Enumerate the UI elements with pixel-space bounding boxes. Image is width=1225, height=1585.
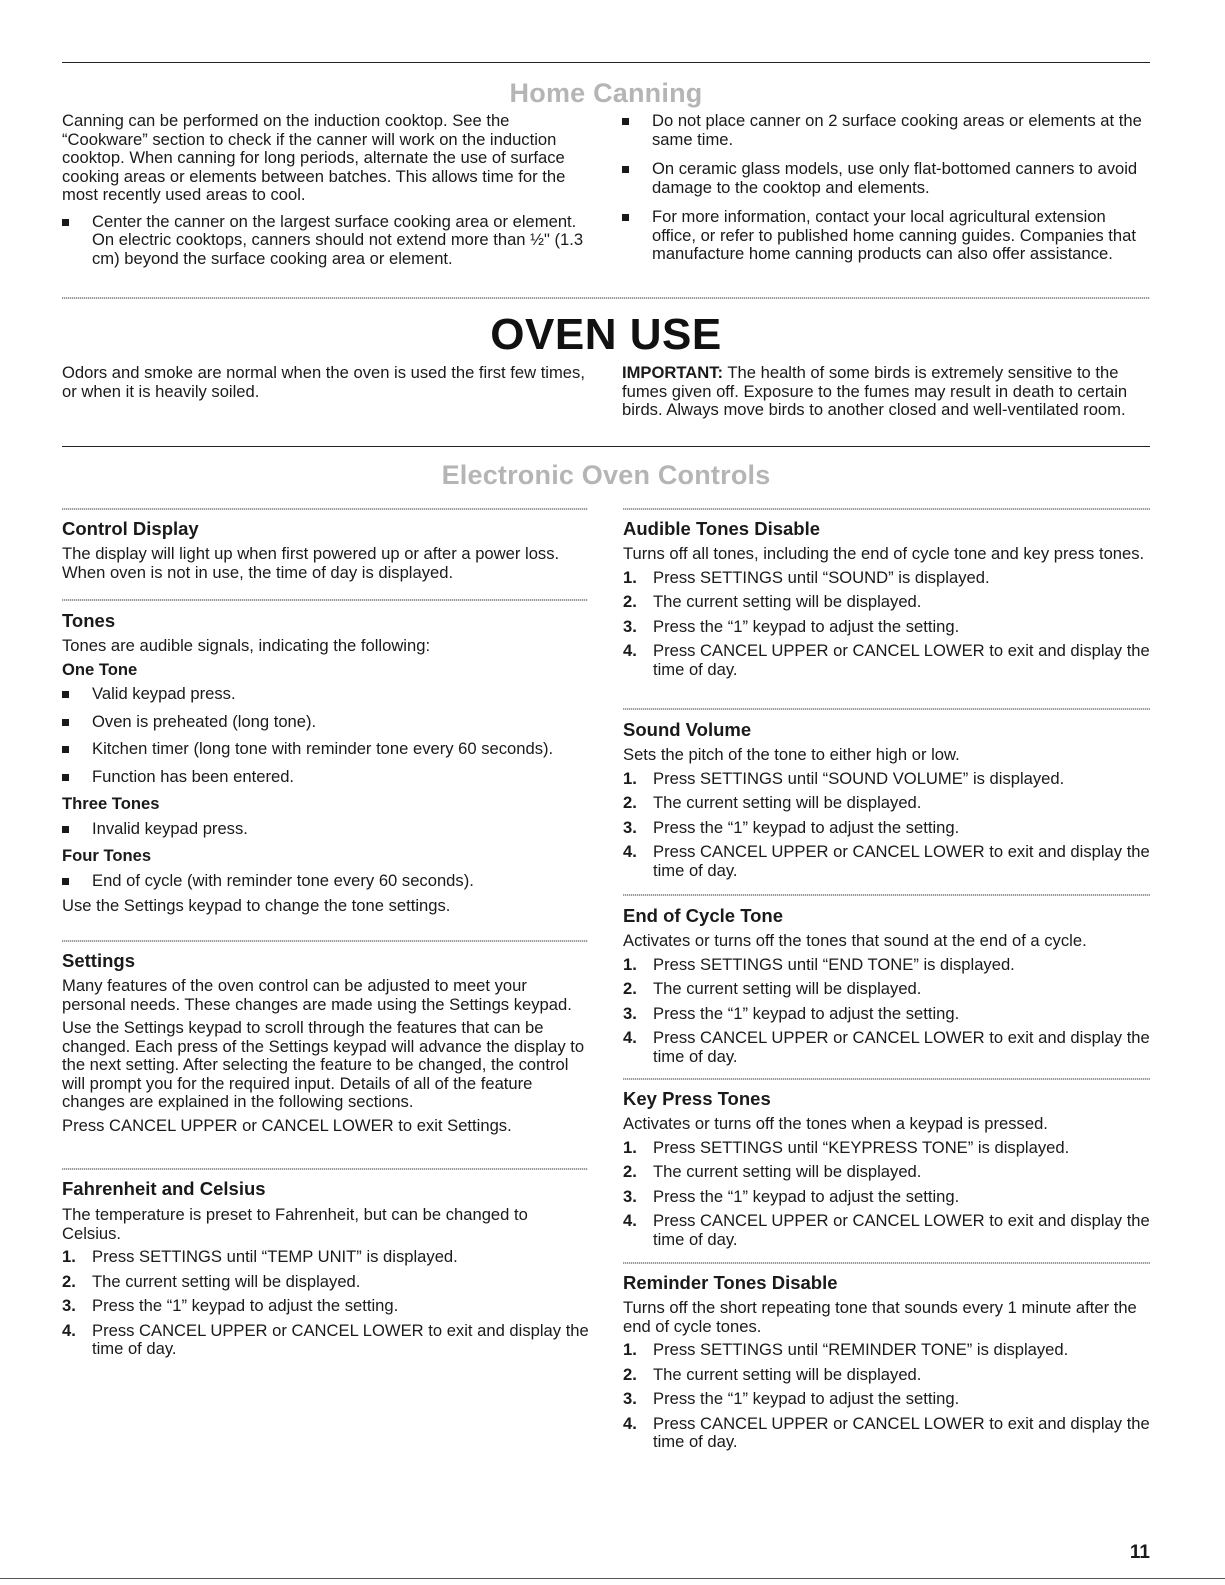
divider <box>62 599 588 601</box>
step-text: The current setting will be displayed. <box>653 1364 922 1384</box>
step-number: 2. <box>623 793 637 812</box>
paragraph: Many features of the oven control can be adjusted to meet your personal needs. These changes are made using the Settings keypad. <box>62 976 572 1014</box>
paragraph: The display will light up when first powered up or after a power loss. When oven is not in use, the time of day is displayed. <box>62 544 560 582</box>
step-number: 3. <box>623 817 637 837</box>
paragraph: Turns off the short repeating tone that sounds every 1 minute after the end of cycle tones. <box>623 1298 1137 1336</box>
step-number: 2. <box>623 1162 637 1181</box>
step-text: Press SETTINGS until “END TONE” is displayed. <box>653 954 1015 974</box>
sound-volume-heading: Sound Volume <box>623 719 752 740</box>
step-item <box>623 642 1150 679</box>
paragraph: Use the Settings keypad to scroll through the features that can be changed. Each press of the Settings keypad will advance the display to the next setting. After selecting the feature to be changed, the control will prompt you for the required input. Details of all of the feature changes are explained in the following sections. <box>62 1018 585 1111</box>
step-text: Press CANCEL UPPER or CANCEL LOWER to exit and display the time of day. <box>653 842 1150 880</box>
step-number: 4. <box>623 842 637 861</box>
key-press-heading: Key Press Tones <box>623 1088 771 1109</box>
bullet-item: Oven is preheated (long tone). <box>62 713 590 732</box>
step-item <box>623 843 1150 880</box>
step-text: The current setting will be displayed. <box>653 592 922 611</box>
bullet-item: Kitchen timer (long tone with reminder tone every 60 seconds). <box>62 740 590 759</box>
step-text: Press SETTINGS until “SOUND” is displayed. <box>653 567 990 587</box>
step-item <box>623 1139 1150 1158</box>
step-text: Press CANCEL UPPER or CANCEL LOWER to exit and display the time of day. <box>653 1413 1150 1451</box>
audible-disable-body <box>623 545 1150 679</box>
bullet-item: Valid keypad press. <box>62 685 590 704</box>
step-number: 2. <box>623 979 637 998</box>
important-text: The health of some birds is extremely sensitive to the fumes given off. Exposure to the fumes may result in death to certain birds. Always move birds to another closed and well-ventilated room. <box>622 363 1128 419</box>
important-label: IMPORTANT: <box>622 363 724 382</box>
audible-disable-heading: Audible Tones Disable <box>623 518 821 539</box>
three-tones-label: Three Tones <box>62 794 160 813</box>
step-item <box>623 618 1150 637</box>
settings-heading: Settings <box>62 950 135 971</box>
step-item <box>62 1273 590 1292</box>
step-item <box>623 956 1150 975</box>
paragraph: Press CANCEL UPPER or CANCEL LOWER to exit Settings. <box>62 1115 512 1135</box>
step-item <box>623 593 1150 612</box>
paragraph: The temperature is preset to Fahrenheit, but can be changed to Celsius. <box>62 1205 528 1243</box>
step-number: 1. <box>623 954 637 974</box>
step-item <box>623 1029 1150 1066</box>
paragraph: Turns off all tones, including the end of cycle tone and key press tones. <box>623 544 1145 563</box>
step-item <box>623 819 1150 838</box>
sound-volume-body <box>623 746 1150 880</box>
bullet-item: Function has been entered. <box>62 768 590 787</box>
step-text: Press SETTINGS until “REMINDER TONE” is displayed. <box>653 1340 1069 1359</box>
step-item <box>623 794 1150 813</box>
control-display-heading: Control Display <box>62 518 199 539</box>
paragraph: Activates or turns off the tones when a keypad is pressed. <box>623 1114 1048 1133</box>
step-text: Press the “1” keypad to adjust the setting. <box>653 1003 960 1023</box>
step-number: 2. <box>623 592 637 611</box>
step-text: The current setting will be displayed. <box>653 979 922 998</box>
oven-use-left-column <box>62 364 587 401</box>
step-number: 1. <box>623 1340 637 1359</box>
step-item <box>62 1322 590 1359</box>
page-number: 11 <box>1129 1542 1150 1563</box>
step-text: Press SETTINGS until “SOUND VOLUME” is displayed. <box>653 768 1065 788</box>
section-rule <box>62 446 1150 447</box>
bullet-item: End of cycle (with reminder tone every 60 seconds). <box>62 872 590 891</box>
step-item <box>623 1163 1150 1182</box>
step-text: Press the “1” keypad to adjust the setting. <box>653 616 960 636</box>
home-canning-right-column <box>622 112 1150 264</box>
divider <box>623 508 1150 510</box>
paragraph: Activates or turns off the tones that sound at the end of a cycle. <box>623 931 1087 950</box>
divider <box>62 940 588 942</box>
step-item <box>623 980 1150 999</box>
step-text: The current setting will be displayed. <box>653 1162 922 1181</box>
bullet-item: Center the canner on the largest surface cooking area or element. On electric cooktops, canners should not extend more than ½" (1.3 cm) beyond the surface cooking area or element. <box>62 213 587 269</box>
step-text: Press the “1” keypad to adjust the setting. <box>653 817 960 837</box>
step-number: 4. <box>623 641 637 660</box>
tones-body <box>62 637 590 916</box>
step-item <box>62 1297 590 1316</box>
key-press-body <box>623 1115 1150 1249</box>
step-number: 4. <box>623 1413 637 1433</box>
bullet-item: Invalid keypad press. <box>62 820 590 839</box>
paragraph: Sets the pitch of the tone to either high or low. <box>623 745 960 764</box>
step-text: Press CANCEL UPPER or CANCEL LOWER to exit and display the time of day. <box>653 1211 1150 1249</box>
one-tone-label: One Tone <box>62 659 138 679</box>
manual-page <box>62 0 1150 1585</box>
important-note <box>622 364 1150 420</box>
four-tones-label: Four Tones <box>62 846 152 865</box>
home-canning-title: Home Canning <box>509 78 703 108</box>
divider <box>62 297 1150 299</box>
divider <box>623 708 1150 710</box>
divider <box>623 894 1150 896</box>
settings-body <box>62 977 590 1135</box>
step-number: 3. <box>623 1186 637 1206</box>
paragraph: Use the Settings keypad to change the tone settings. <box>62 896 451 915</box>
page-bottom-edge <box>0 1578 1225 1579</box>
step-text: Press CANCEL UPPER or CANCEL LOWER to exit and display the time of day. <box>653 641 1150 679</box>
electronic-controls-title: Electronic Oven Controls <box>441 460 771 490</box>
step-number: 2. <box>623 1364 637 1384</box>
step-number: 2. <box>62 1271 76 1291</box>
step-item <box>623 1341 1150 1360</box>
step-number: 4. <box>623 1211 637 1230</box>
fahrenheit-body <box>62 1206 590 1359</box>
divider <box>62 1168 588 1170</box>
oven-use-intro: Odors and smoke are normal when the oven is used the first few times, or when it is heavily soiled. <box>62 363 585 401</box>
divider <box>623 1262 1150 1264</box>
step-item <box>623 1212 1150 1249</box>
oven-use-title: OVEN USE <box>490 310 722 359</box>
step-text: Press the “1” keypad to adjust the setting. <box>653 1186 960 1206</box>
step-item <box>623 1390 1150 1409</box>
step-item <box>623 1415 1150 1452</box>
top-rule <box>62 62 1150 63</box>
end-cycle-body <box>623 932 1150 1066</box>
reminder-body <box>623 1299 1150 1452</box>
step-item <box>623 1005 1150 1024</box>
divider <box>62 508 588 510</box>
control-display-body <box>62 545 588 582</box>
step-text: The current setting will be displayed. <box>653 793 922 812</box>
bullet-item: Do not place canner on 2 surface cooking areas or elements at the same time. <box>622 112 1150 149</box>
step-text: Press CANCEL UPPER or CANCEL LOWER to exit and display the time of day. <box>653 1028 1150 1066</box>
step-number: 1. <box>62 1247 76 1266</box>
step-text: Press SETTINGS until “TEMP UNIT” is displayed. <box>92 1247 458 1266</box>
step-number: 3. <box>62 1296 76 1315</box>
step-number: 3. <box>623 616 637 636</box>
oven-use-right-column <box>622 364 1150 420</box>
step-item <box>623 569 1150 588</box>
step-number: 1. <box>623 1137 637 1157</box>
fahrenheit-heading: Fahrenheit and Celsius <box>62 1178 266 1199</box>
step-text: Press the “1” keypad to adjust the setting. <box>92 1296 399 1315</box>
step-number: 4. <box>62 1320 76 1340</box>
paragraph: Tones are audible signals, indicating the following: <box>62 636 431 655</box>
step-number: 3. <box>623 1389 637 1408</box>
bullet-item: On ceramic glass models, use only flat-bottomed canners to avoid damage to the cooktop and elements. <box>622 160 1150 197</box>
end-cycle-heading: End of Cycle Tone <box>623 905 784 926</box>
home-canning-left-column <box>62 112 587 268</box>
reminder-heading: Reminder Tones Disable <box>623 1272 838 1293</box>
step-text: The current setting will be displayed. <box>92 1271 361 1291</box>
step-number: 1. <box>623 567 637 587</box>
step-item <box>62 1248 590 1267</box>
step-item <box>623 1366 1150 1385</box>
step-text: Press CANCEL UPPER or CANCEL LOWER to exit and display the time of day. <box>92 1320 589 1358</box>
step-item <box>623 770 1150 789</box>
tones-heading: Tones <box>62 610 116 631</box>
step-number: 1. <box>623 768 637 788</box>
step-text: Press SETTINGS until “KEYPRESS TONE” is displayed. <box>653 1137 1070 1157</box>
divider <box>623 1078 1150 1080</box>
step-item <box>623 1188 1150 1207</box>
step-number: 4. <box>623 1028 637 1047</box>
home-canning-intro: Canning can be performed on the induction cooktop. See the “Cookware” section to check if the canner will work on the induction cooktop. When canning for long periods, alternate the use of surface cooking areas or elements between batches. This allows time for the most recently used areas to cool. <box>62 111 566 204</box>
step-text: Press the “1” keypad to adjust the setting. <box>653 1389 960 1408</box>
bullet-item: For more information, contact your local agricultural extension office, or refer to published home canning guides. Companies that manufacture home canning products can also offer assistance. <box>622 208 1150 264</box>
step-number: 3. <box>623 1003 637 1023</box>
